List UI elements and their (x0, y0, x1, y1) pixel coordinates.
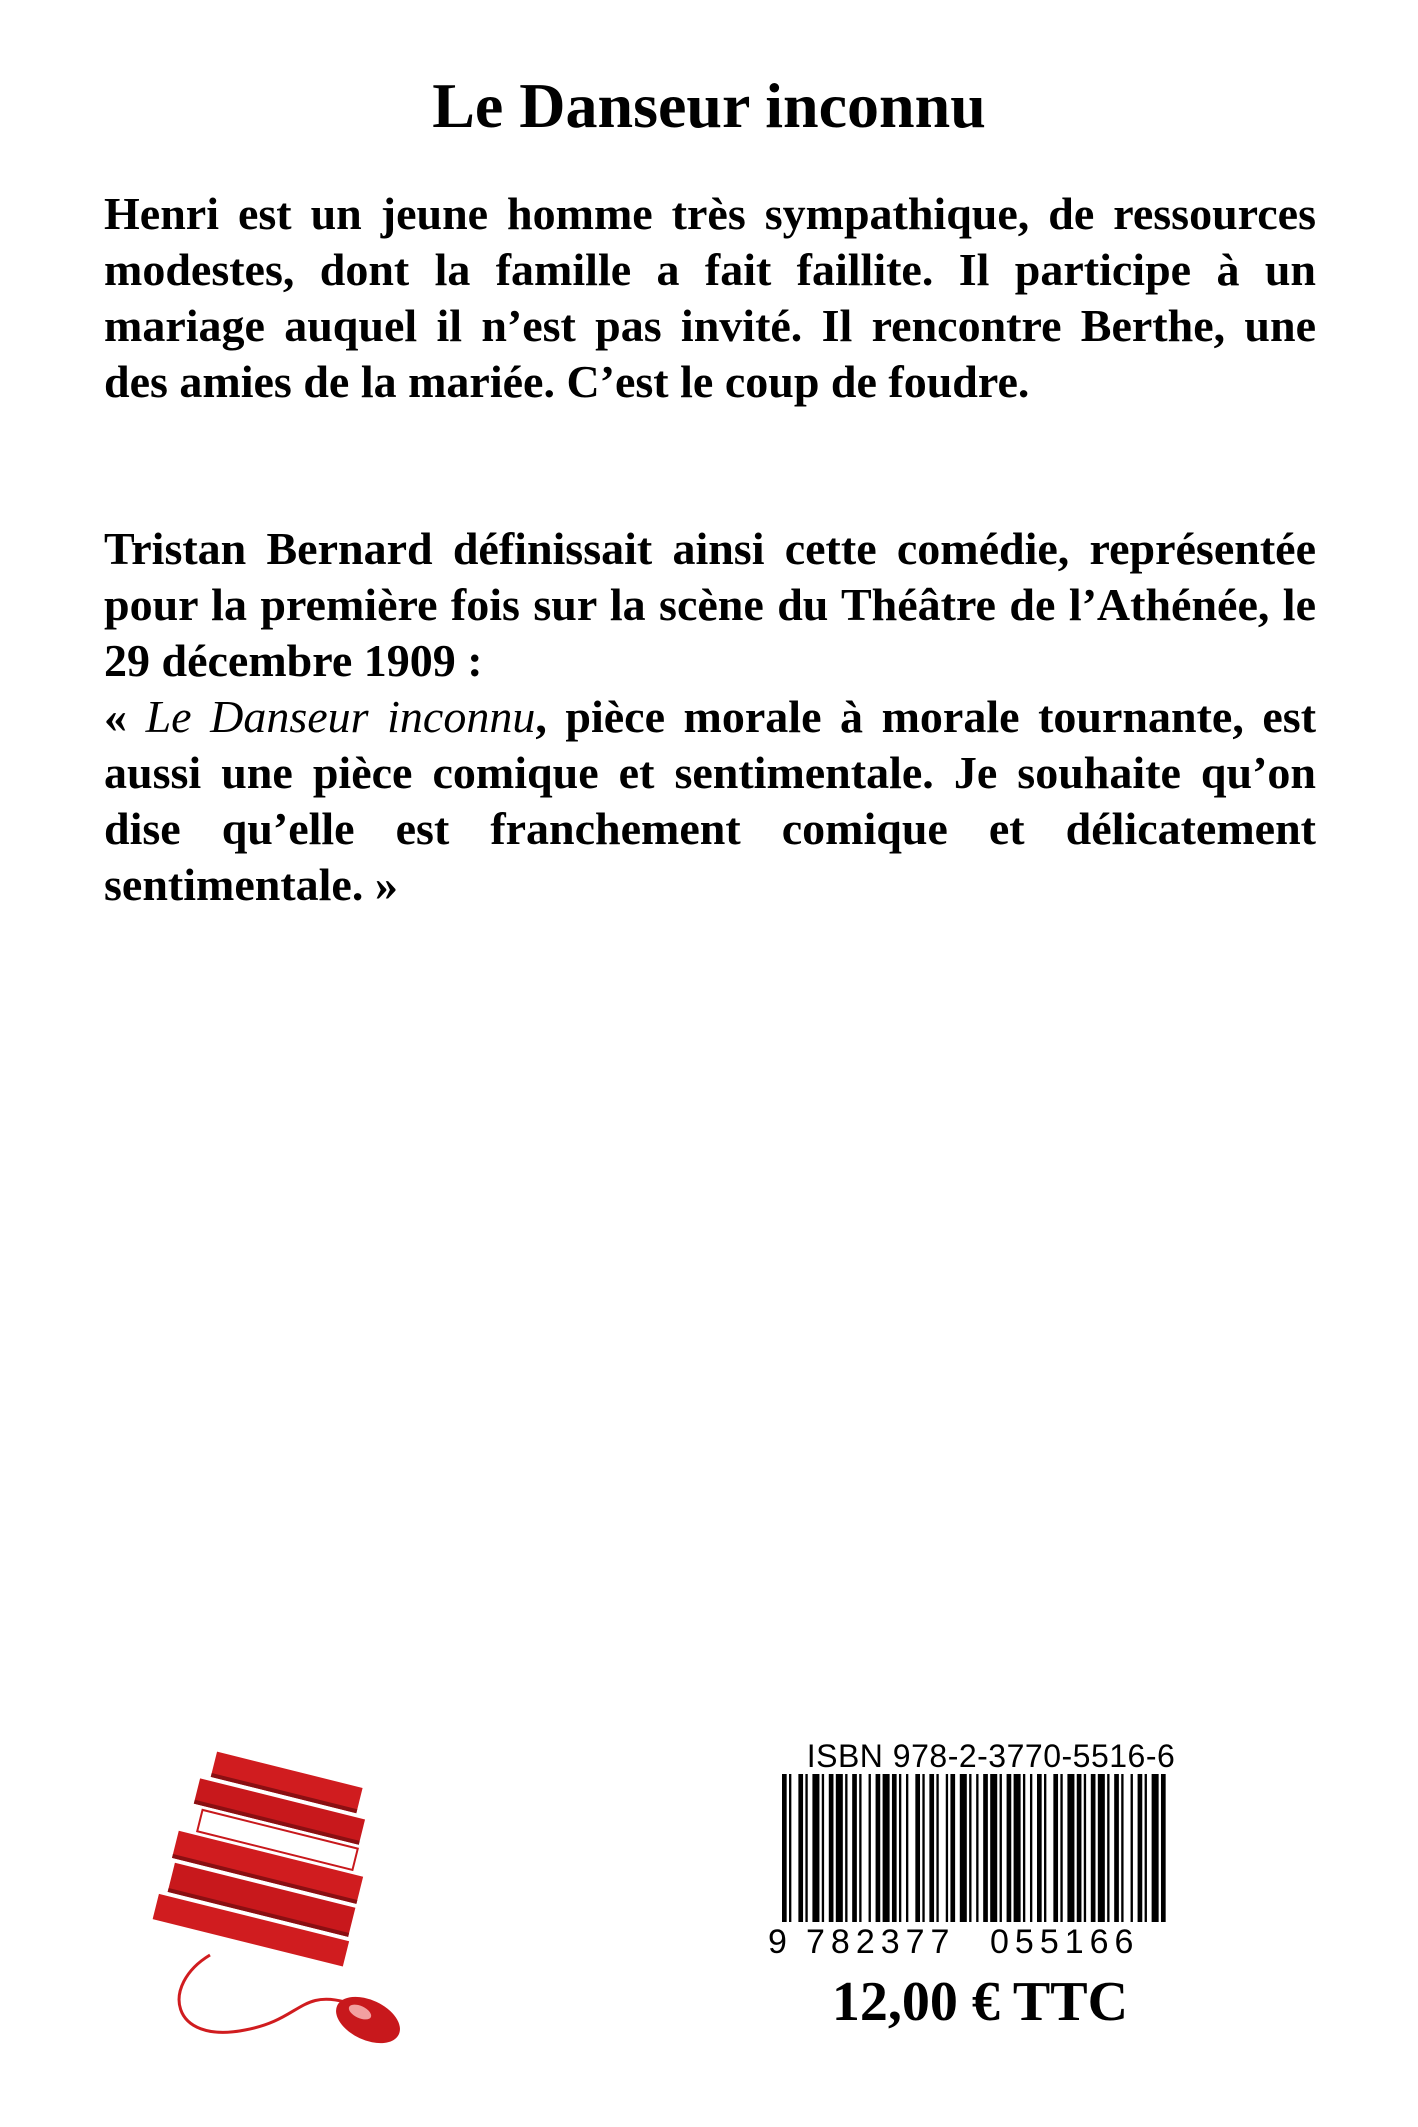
quote-open: « (104, 691, 146, 742)
barcode (782, 1774, 1168, 1922)
quote-play-title: Le Danseur inconnu (145, 691, 536, 742)
context-paragraph: Tristan Bernard définissait ainsi cette comédie, représentée pour la première fois sur la scène du Théâtre de l’Athénée, le 29 décembre 1909 : (104, 523, 1316, 686)
quote-body: , pièce morale à morale tournante, est aussi une pièce comique et sentimentale. Je souhaite qu’on dise qu’elle est franchement comique et délicatement sentimentale. » (104, 691, 1317, 910)
barcode-digits-left: 782377 (806, 1923, 956, 1961)
barcode-bars (782, 1774, 1168, 1922)
publisher-logo (150, 1740, 470, 2060)
isbn-label: ISBN 978-2-3770-5516-6 (806, 1738, 1176, 1774)
synopsis-paragraph: Henri est un jeune homme très sympathique, de ressources modestes, dont la famille a fait faillite. Il participe à un mariage auquel il n’est pas invité. Il rencontre Berthe, une des amies de la mariée. C’est le coup de foudre. (104, 188, 1316, 407)
price-label: 12,00 € TTC (831, 1971, 1129, 2033)
barcode-digit-first: 9 (768, 1923, 787, 1961)
author-quote (104, 689, 1316, 913)
book-stack-mouse-icon (150, 1740, 470, 2060)
book-title: Le Danseur inconnu (432, 70, 986, 141)
barcode-digits-right: 055166 (990, 1923, 1140, 1961)
barcode-digits (760, 1922, 1180, 1962)
